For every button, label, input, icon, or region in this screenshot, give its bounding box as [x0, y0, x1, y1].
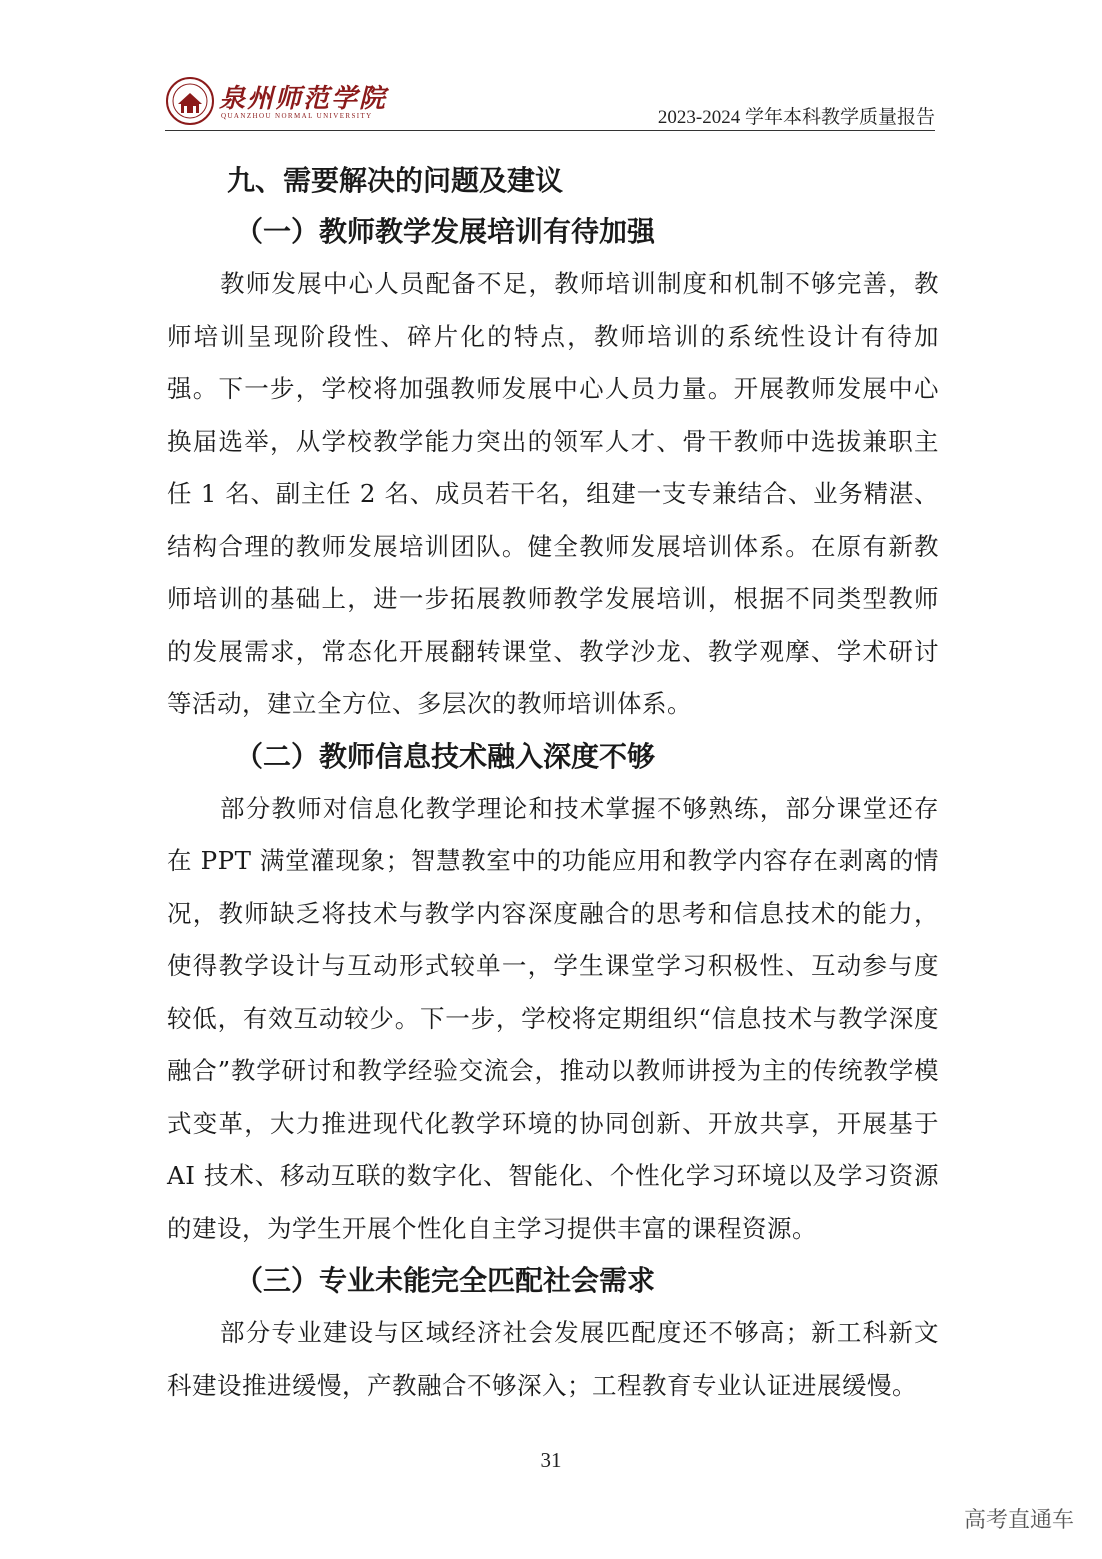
page-header	[165, 72, 935, 131]
paragraph: 部分专业建设与区域经济社会发展匹配度还不够高；新工科新文科建设推进缓慢，产教融合不够深入；工程教育专业认证进展缓慢。	[167, 1318, 939, 1400]
subsection-title: （一）教师教学发展培训有待加强	[235, 215, 656, 248]
report-title: 2023-2024 学年本科教学质量报告	[657, 107, 935, 128]
page-number: 31	[540, 1448, 562, 1472]
university-name-en: QUANZHOU NORMAL UNIVERSITY	[221, 112, 373, 120]
watermark: 高考直通车	[963, 1508, 1074, 1533]
section-title: 九、需要解决的问题及建议	[227, 164, 564, 197]
university-logo-icon	[165, 76, 215, 126]
subsection-title: （三）专业未能完全匹配社会需求	[235, 1264, 656, 1297]
document-body	[167, 156, 939, 1412]
subsection-title: （二）教师信息技术融入深度不够	[235, 739, 656, 773]
paragraph: 教师发展中心人员配备不足，教师培训制度和机制不够完善，教师培训呈现阶段性、碎片化的特点，教师培训的系统性设计有待加强。下一步，学校将加强教师发展中心人员力量。开展教师发展中心换届选举，从学校教学能力突出的领军人才、骨干教师中选拔兼职主任 1 名、副主任 2 名、成员若干名，组建一支专兼结合、业务精湛、结构合理的教师发展培训团队。健全教师发展培训体系。在原有新教师培训的基础上，进一步拓展教师教学发展培训，根据不同类型教师的发展需求，常态化开展翻转课堂、教学沙龙、教学观摩、学术研讨等活动，建立全方位、多层次的教师培训体系。	[167, 269, 939, 718]
university-name: 泉州师范学院	[219, 84, 388, 114]
paragraph: 部分教师对信息化教学理论和技术掌握不够熟练，部分课堂还存在 PPT 满堂灌现象；智慧教室中的功能应用和教学内容存在剥离的情况，教师缺乏将技术与教学内容深度融合的思考和信息技术的能力，使得教学设计与互动形式较单一，学生课堂学习积极性、互动参与度较低，有效互动较少。下一步，学校将定期组织“信息技术与教学深度融合”教学研讨和教学经验交流会，推动以教师讲授为主的传统教学模式变革，大力推进现代化教学环境的协同创新、开放共享，开展基于 AI 技术、移动互联的数字化、智能化、个性化学习环境以及学习资源的建设，为学生开展个性化自主学习提供丰富的课程资源。	[167, 793, 939, 1243]
